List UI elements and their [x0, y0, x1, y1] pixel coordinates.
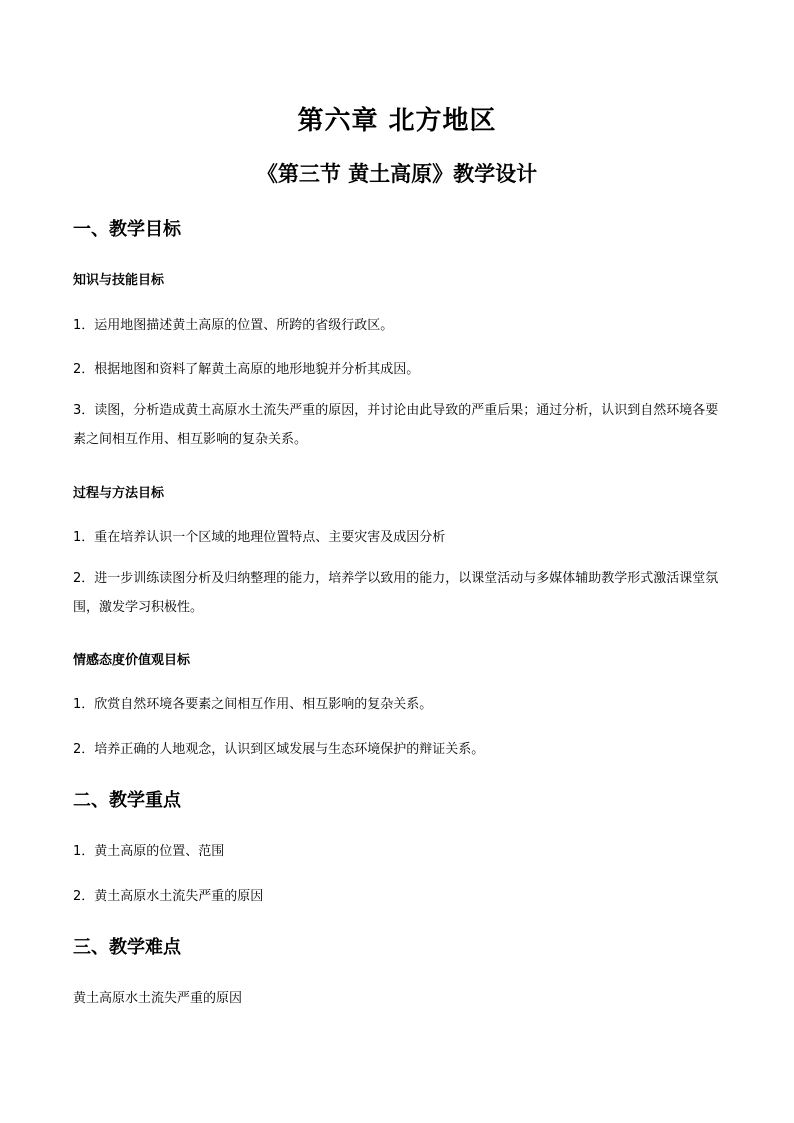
subheading-process: 过程与方法目标 [73, 486, 165, 501]
subheading-emotion: 情感态度价值观目标 [73, 653, 191, 668]
page-subtitle: 《第三节 黄土高原》教学设计 [256, 161, 538, 186]
list-item: 2．黄土高原水土流失严重的原因 [73, 889, 264, 904]
list-item: 2．根据地图和资料了解黄土高原的地形地貌并分析其成因。 [73, 362, 420, 377]
section-heading-difficulties: 三、教学难点 [73, 937, 181, 958]
list-item: 1．运用地图描述黄土高原的位置、所跨的省级行政区。 [73, 318, 394, 333]
section-heading-objectives: 一、教学目标 [73, 219, 181, 240]
list-item: 2．进一步训练读图分析及归纳整理的能力，培养学以致用的能力，以课堂活动与多媒体辅助教学形式激活课堂氛围，激发学习积极性。 [73, 571, 719, 615]
page-title: 第六章 北方地区 [297, 106, 497, 136]
list-item: 2．培养正确的人地观念，认识到区域发展与生态环境保护的辩证关系。 [73, 742, 485, 757]
section-heading-key-points: 二、教学重点 [73, 790, 181, 811]
list-item: 1．重在培养认识一个区域的地理位置特点、主要灾害及成因分析 [73, 530, 446, 545]
list-item: 3．读图，分析造成黄土高原水土流失严重的原因，并讨论由此导致的严重后果；通过分析，认识到自然环境各要素之间相互作用、相互影响的复杂关系。 [73, 403, 719, 447]
list-item: 1．黄土高原的位置、范围 [73, 844, 225, 859]
list-item: 1．欣赏自然环境各要素之间相互作用、相互影响的复杂关系。 [73, 697, 433, 712]
list-item: 黄土高原水土流失严重的原因 [73, 991, 243, 1006]
subheading-knowledge: 知识与技能目标 [73, 273, 165, 288]
